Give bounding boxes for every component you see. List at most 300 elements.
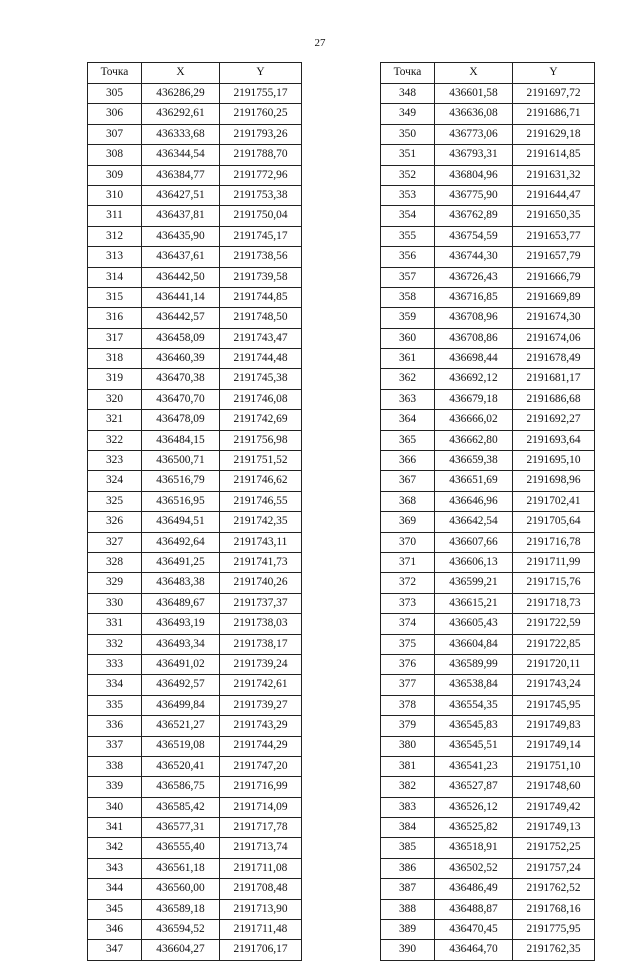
table-row <box>381 226 595 246</box>
table-row <box>381 165 595 185</box>
cell-y: 2191674,30 <box>513 308 595 328</box>
cell-y: 2191714,09 <box>220 797 302 817</box>
table-row <box>381 410 595 430</box>
table-row <box>88 165 302 185</box>
cell-x: 436716,85 <box>435 287 513 307</box>
cell-y: 2191744,29 <box>220 736 302 756</box>
cell-y: 2191749,14 <box>513 736 595 756</box>
cell-y: 2191744,85 <box>220 287 302 307</box>
cell-x: 436607,66 <box>435 532 513 552</box>
cell-y: 2191746,08 <box>220 389 302 409</box>
table-row <box>381 451 595 471</box>
table-row <box>88 899 302 919</box>
cell-point: 353 <box>381 185 435 205</box>
cell-point: 325 <box>88 491 142 511</box>
cell-y: 2191757,24 <box>513 858 595 878</box>
cell-point: 335 <box>88 695 142 715</box>
table-row <box>88 389 302 409</box>
cell-x: 436586,75 <box>142 777 220 797</box>
cell-y: 2191738,03 <box>220 614 302 634</box>
cell-point: 390 <box>381 940 435 960</box>
table-row <box>381 287 595 307</box>
cell-x: 436526,12 <box>435 797 513 817</box>
cell-y: 2191749,83 <box>513 716 595 736</box>
cell-x: 436460,39 <box>142 349 220 369</box>
cell-point: 314 <box>88 267 142 287</box>
cell-y: 2191742,69 <box>220 410 302 430</box>
cell-point: 359 <box>381 308 435 328</box>
table-row <box>381 308 595 328</box>
cell-y: 2191743,47 <box>220 328 302 348</box>
cell-point: 317 <box>88 328 142 348</box>
cell-x: 436651,69 <box>435 471 513 491</box>
table-row <box>381 369 595 389</box>
cell-y: 2191756,98 <box>220 430 302 450</box>
cell-point: 344 <box>88 879 142 899</box>
cell-point: 322 <box>88 430 142 450</box>
cell-x: 436499,84 <box>142 695 220 715</box>
table-row <box>381 532 595 552</box>
cell-point: 386 <box>381 858 435 878</box>
table-row <box>381 389 595 409</box>
cell-point: 383 <box>381 797 435 817</box>
cell-x: 436560,00 <box>142 879 220 899</box>
cell-y: 2191716,78 <box>513 532 595 552</box>
table-row <box>381 695 595 715</box>
table-row <box>88 369 302 389</box>
cell-y: 2191743,11 <box>220 532 302 552</box>
table-row <box>381 104 595 124</box>
cell-x: 436589,99 <box>435 654 513 674</box>
cell-y: 2191745,17 <box>220 226 302 246</box>
cell-y: 2191678,49 <box>513 349 595 369</box>
cell-point: 334 <box>88 675 142 695</box>
cell-point: 358 <box>381 287 435 307</box>
cell-y: 2191768,16 <box>513 899 595 919</box>
cell-y: 2191708,48 <box>220 879 302 899</box>
cell-x: 436604,84 <box>435 634 513 654</box>
cell-y: 2191722,85 <box>513 634 595 654</box>
cell-x: 436744,30 <box>435 247 513 267</box>
cell-point: 350 <box>381 124 435 144</box>
cell-x: 436491,02 <box>142 654 220 674</box>
cell-y: 2191745,38 <box>220 369 302 389</box>
cell-x: 436538,84 <box>435 675 513 695</box>
table-row <box>381 573 595 593</box>
cell-point: 349 <box>381 104 435 124</box>
cell-y: 2191751,52 <box>220 451 302 471</box>
table-row <box>88 430 302 450</box>
cell-y: 2191746,62 <box>220 471 302 491</box>
cell-x: 436594,52 <box>142 920 220 940</box>
cell-x: 436692,12 <box>435 369 513 389</box>
cell-x: 436606,13 <box>435 552 513 572</box>
header-point: Точка <box>88 63 142 84</box>
cell-point: 323 <box>88 451 142 471</box>
cell-point: 341 <box>88 818 142 838</box>
cell-x: 436489,67 <box>142 593 220 613</box>
cell-x: 436804,96 <box>435 165 513 185</box>
cell-y: 2191650,35 <box>513 206 595 226</box>
table-row <box>88 471 302 491</box>
cell-point: 368 <box>381 491 435 511</box>
cell-x: 436521,27 <box>142 716 220 736</box>
cell-x: 436545,51 <box>435 736 513 756</box>
cell-x: 436577,31 <box>142 818 220 838</box>
table-row <box>381 777 595 797</box>
cell-y: 2191772,96 <box>220 165 302 185</box>
table-row <box>88 777 302 797</box>
cell-point: 377 <box>381 675 435 695</box>
table-header-row <box>381 63 595 84</box>
cell-x: 436793,31 <box>435 145 513 165</box>
cell-x: 436555,40 <box>142 838 220 858</box>
cell-x: 436519,08 <box>142 736 220 756</box>
cell-point: 346 <box>88 920 142 940</box>
cell-point: 382 <box>381 777 435 797</box>
cell-y: 2191739,58 <box>220 267 302 287</box>
cell-y: 2191711,48 <box>220 920 302 940</box>
cell-point: 313 <box>88 247 142 267</box>
cell-y: 2191718,73 <box>513 593 595 613</box>
cell-point: 372 <box>381 573 435 593</box>
cell-point: 324 <box>88 471 142 491</box>
cell-point: 347 <box>88 940 142 960</box>
cell-x: 436384,77 <box>142 165 220 185</box>
cell-x: 436518,91 <box>435 838 513 858</box>
cell-point: 328 <box>88 552 142 572</box>
table-row <box>88 491 302 511</box>
cell-point: 336 <box>88 716 142 736</box>
cell-y: 2191742,61 <box>220 675 302 695</box>
cell-point: 378 <box>381 695 435 715</box>
cell-point: 388 <box>381 899 435 919</box>
header-y: Y <box>220 63 302 84</box>
cell-x: 436754,59 <box>435 226 513 246</box>
table-row <box>381 675 595 695</box>
cell-point: 327 <box>88 532 142 552</box>
table-row <box>88 532 302 552</box>
cell-x: 436441,14 <box>142 287 220 307</box>
table-row <box>381 838 595 858</box>
cell-y: 2191753,38 <box>220 185 302 205</box>
cell-x: 436698,44 <box>435 349 513 369</box>
cell-x: 436437,81 <box>142 206 220 226</box>
cell-x: 436666,02 <box>435 410 513 430</box>
cell-x: 436520,41 <box>142 756 220 776</box>
cell-x: 436484,15 <box>142 430 220 450</box>
cell-y: 2191692,27 <box>513 410 595 430</box>
cell-point: 308 <box>88 145 142 165</box>
cell-x: 436435,90 <box>142 226 220 246</box>
cell-x: 436488,87 <box>435 899 513 919</box>
table-row <box>88 614 302 634</box>
table-row <box>381 879 595 899</box>
cell-x: 436492,57 <box>142 675 220 695</box>
cell-point: 318 <box>88 349 142 369</box>
cell-y: 2191740,26 <box>220 573 302 593</box>
cell-x: 436679,18 <box>435 389 513 409</box>
cell-point: 338 <box>88 756 142 776</box>
table-row <box>381 84 595 104</box>
cell-x: 436545,83 <box>435 716 513 736</box>
cell-point: 333 <box>88 654 142 674</box>
cell-y: 2191744,48 <box>220 349 302 369</box>
cell-point: 374 <box>381 614 435 634</box>
cell-point: 321 <box>88 410 142 430</box>
cell-x: 436599,21 <box>435 573 513 593</box>
cell-point: 320 <box>88 389 142 409</box>
cell-point: 355 <box>381 226 435 246</box>
cell-y: 2191755,17 <box>220 84 302 104</box>
table-row <box>88 145 302 165</box>
cell-y: 2191711,99 <box>513 552 595 572</box>
cell-x: 436516,79 <box>142 471 220 491</box>
table-row <box>381 858 595 878</box>
cell-x: 436470,38 <box>142 369 220 389</box>
cell-point: 345 <box>88 899 142 919</box>
table-row <box>381 247 595 267</box>
table-row <box>88 308 302 328</box>
header-x: X <box>142 63 220 84</box>
cell-y: 2191715,76 <box>513 573 595 593</box>
cell-x: 436427,51 <box>142 185 220 205</box>
cell-x: 436662,80 <box>435 430 513 450</box>
table-row <box>88 818 302 838</box>
cell-x: 436589,18 <box>142 899 220 919</box>
cell-point: 312 <box>88 226 142 246</box>
cell-y: 2191695,10 <box>513 451 595 471</box>
cell-x: 436561,18 <box>142 858 220 878</box>
cell-x: 436605,43 <box>435 614 513 634</box>
cell-x: 436708,96 <box>435 308 513 328</box>
cell-x: 436483,38 <box>142 573 220 593</box>
table-row <box>381 797 595 817</box>
cell-x: 436585,42 <box>142 797 220 817</box>
cell-x: 436478,09 <box>142 410 220 430</box>
table-row <box>88 593 302 613</box>
table-row <box>88 654 302 674</box>
cell-y: 2191751,10 <box>513 756 595 776</box>
table-row <box>381 920 595 940</box>
table-row <box>381 818 595 838</box>
table-row <box>381 267 595 287</box>
cell-y: 2191793,26 <box>220 124 302 144</box>
cell-point: 365 <box>381 430 435 450</box>
cell-x: 436615,21 <box>435 593 513 613</box>
table-row <box>381 124 595 144</box>
table-row <box>381 145 595 165</box>
table-row <box>88 287 302 307</box>
cell-point: 373 <box>381 593 435 613</box>
cell-x: 436726,43 <box>435 267 513 287</box>
cell-x: 436554,35 <box>435 695 513 715</box>
cell-point: 342 <box>88 838 142 858</box>
cell-y: 2191738,17 <box>220 634 302 654</box>
cell-point: 379 <box>381 716 435 736</box>
table-row <box>381 593 595 613</box>
cell-point: 329 <box>88 573 142 593</box>
cell-y: 2191747,20 <box>220 756 302 776</box>
cell-x: 436646,96 <box>435 491 513 511</box>
cell-x: 436527,87 <box>435 777 513 797</box>
table-row <box>88 940 302 960</box>
cell-x: 436470,45 <box>435 920 513 940</box>
table-row <box>381 349 595 369</box>
table-row <box>381 634 595 654</box>
cell-point: 310 <box>88 185 142 205</box>
cell-x: 436502,52 <box>435 858 513 878</box>
cell-y: 2191738,56 <box>220 247 302 267</box>
cell-x: 436601,58 <box>435 84 513 104</box>
table-row <box>88 797 302 817</box>
cell-y: 2191717,78 <box>220 818 302 838</box>
table-row <box>88 675 302 695</box>
cell-y: 2191749,13 <box>513 818 595 838</box>
table-row <box>381 552 595 572</box>
cell-x: 436442,57 <box>142 308 220 328</box>
table-row <box>381 206 595 226</box>
table-row <box>88 410 302 430</box>
cell-x: 436442,50 <box>142 267 220 287</box>
table-row <box>381 899 595 919</box>
cell-point: 343 <box>88 858 142 878</box>
cell-y: 2191739,24 <box>220 654 302 674</box>
header-y: Y <box>513 63 595 84</box>
cell-point: 330 <box>88 593 142 613</box>
table-row <box>88 349 302 369</box>
cell-y: 2191669,89 <box>513 287 595 307</box>
cell-y: 2191748,50 <box>220 308 302 328</box>
cell-x: 436493,19 <box>142 614 220 634</box>
cell-point: 319 <box>88 369 142 389</box>
cell-y: 2191737,37 <box>220 593 302 613</box>
cell-y: 2191752,25 <box>513 838 595 858</box>
cell-point: 316 <box>88 308 142 328</box>
cell-point: 339 <box>88 777 142 797</box>
cell-point: 307 <box>88 124 142 144</box>
cell-point: 331 <box>88 614 142 634</box>
table-row <box>88 328 302 348</box>
coordinates-table-right <box>380 62 595 961</box>
cell-x: 436493,34 <box>142 634 220 654</box>
cell-y: 2191674,06 <box>513 328 595 348</box>
table-row <box>88 858 302 878</box>
table-row <box>381 430 595 450</box>
cell-x: 436494,51 <box>142 512 220 532</box>
cell-y: 2191629,18 <box>513 124 595 144</box>
cell-y: 2191741,73 <box>220 552 302 572</box>
cell-y: 2191614,85 <box>513 145 595 165</box>
table-row <box>88 756 302 776</box>
cell-point: 309 <box>88 165 142 185</box>
cell-y: 2191746,55 <box>220 491 302 511</box>
cell-point: 389 <box>381 920 435 940</box>
cell-point: 385 <box>381 838 435 858</box>
table-header-row <box>88 63 302 84</box>
coordinates-table-left <box>87 62 302 961</box>
cell-point: 380 <box>381 736 435 756</box>
table-row <box>88 695 302 715</box>
cell-point: 384 <box>381 818 435 838</box>
cell-y: 2191745,95 <box>513 695 595 715</box>
cell-point: 351 <box>381 145 435 165</box>
cell-point: 370 <box>381 532 435 552</box>
cell-y: 2191760,25 <box>220 104 302 124</box>
cell-x: 436470,70 <box>142 389 220 409</box>
table-row <box>381 614 595 634</box>
table-row <box>381 471 595 491</box>
cell-y: 2191705,64 <box>513 512 595 532</box>
cell-point: 360 <box>381 328 435 348</box>
cell-x: 436604,27 <box>142 940 220 960</box>
cell-x: 436541,23 <box>435 756 513 776</box>
cell-x: 436486,49 <box>435 879 513 899</box>
page-number: 27 <box>314 37 326 49</box>
cell-y: 2191713,90 <box>220 899 302 919</box>
cell-y: 2191686,71 <box>513 104 595 124</box>
cell-point: 306 <box>88 104 142 124</box>
cell-x: 436516,95 <box>142 491 220 511</box>
table-row <box>381 328 595 348</box>
cell-x: 436708,86 <box>435 328 513 348</box>
cell-x: 436525,82 <box>435 818 513 838</box>
cell-x: 436292,61 <box>142 104 220 124</box>
cell-point: 337 <box>88 736 142 756</box>
table-row <box>381 940 595 960</box>
table-row <box>88 84 302 104</box>
table-row <box>88 185 302 205</box>
cell-point: 364 <box>381 410 435 430</box>
cell-point: 357 <box>381 267 435 287</box>
cell-y: 2191788,70 <box>220 145 302 165</box>
cell-x: 436773,06 <box>435 124 513 144</box>
cell-point: 348 <box>381 84 435 104</box>
table-row <box>88 736 302 756</box>
table-row <box>88 226 302 246</box>
table-row <box>381 491 595 511</box>
cell-point: 311 <box>88 206 142 226</box>
table-row <box>381 756 595 776</box>
cell-x: 436344,54 <box>142 145 220 165</box>
cell-y: 2191775,95 <box>513 920 595 940</box>
table-row <box>381 716 595 736</box>
cell-x: 436775,90 <box>435 185 513 205</box>
header-x: X <box>435 63 513 84</box>
cell-point: 376 <box>381 654 435 674</box>
cell-y: 2191748,60 <box>513 777 595 797</box>
cell-point: 361 <box>381 349 435 369</box>
table-row <box>381 654 595 674</box>
table-row <box>88 104 302 124</box>
cell-y: 2191750,04 <box>220 206 302 226</box>
cell-y: 2191698,96 <box>513 471 595 491</box>
table-row <box>88 716 302 736</box>
table-row <box>88 552 302 572</box>
table-row <box>88 879 302 899</box>
cell-x: 436458,09 <box>142 328 220 348</box>
table-row <box>381 736 595 756</box>
cell-y: 2191657,79 <box>513 247 595 267</box>
cell-y: 2191653,77 <box>513 226 595 246</box>
cell-x: 436500,71 <box>142 451 220 471</box>
table-row <box>381 512 595 532</box>
cell-point: 375 <box>381 634 435 654</box>
cell-x: 436464,70 <box>435 940 513 960</box>
cell-y: 2191681,17 <box>513 369 595 389</box>
cell-x: 436642,54 <box>435 512 513 532</box>
cell-point: 367 <box>381 471 435 491</box>
